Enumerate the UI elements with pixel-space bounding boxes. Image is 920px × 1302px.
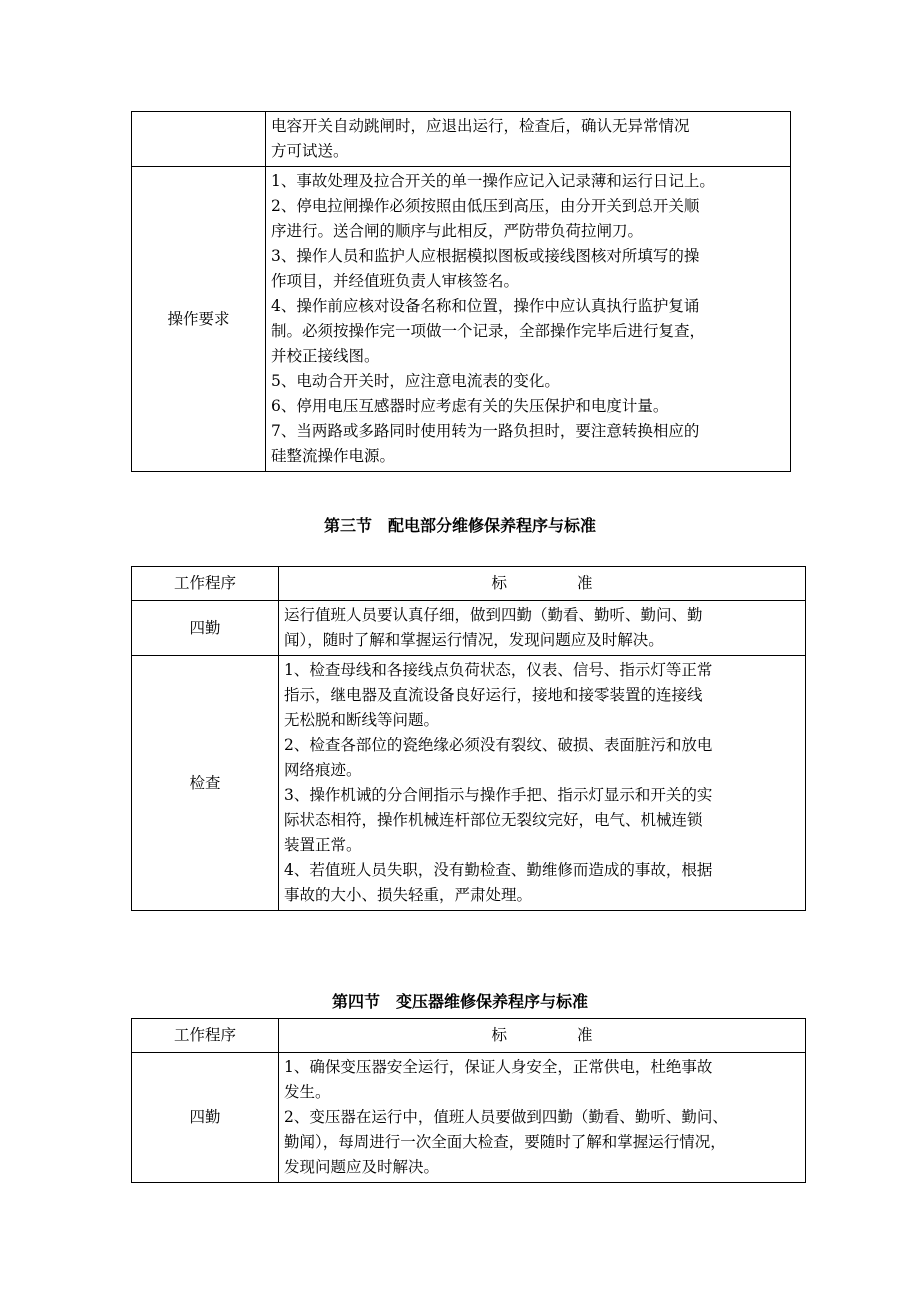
header-char: 标 — [491, 574, 507, 592]
text-line: 并校正接线图。 — [271, 347, 380, 365]
text-line: 1、事故处理及拉合开关的单一操作应记入记录薄和运行日记上。 — [271, 172, 715, 190]
procedure-cell: 检查 — [132, 656, 279, 911]
text-line: 无松脱和断线等问题。 — [284, 711, 440, 729]
column-header-standard — [279, 1019, 806, 1053]
text-line: 3、操作人员和监护人应根据模拟图板或接线图核对所填写的操 — [271, 247, 700, 265]
text-line: 6、停用电压互感器时应考虑有关的失压保护和电度计量。 — [271, 397, 669, 415]
operation-table — [131, 111, 791, 472]
section-title: 第三节 配电部分维修保养程序与标准 — [323, 516, 596, 535]
text-line: 2、停电拉闸操作必须按照由低压到高压，由分开关到总开关顺 — [271, 197, 700, 215]
table-row — [132, 656, 806, 911]
text-line: 闻），随时了解和掌握运行情况，发现问题应及时解决。 — [284, 631, 664, 649]
text-line: 发现问题应及时解决。 — [284, 1158, 440, 1176]
text-line: 发生。 — [284, 1083, 331, 1101]
text-line: 1、确保变压器安全运行，保证人身安全，正常供电，杜绝事故 — [284, 1058, 713, 1076]
text-line: 2、检查各部位的瓷绝缘必须没有裂纹、破损、表面脏污和放电 — [284, 736, 713, 754]
table-row — [132, 112, 791, 167]
table-row — [132, 1053, 806, 1183]
header-char: 准 — [577, 574, 593, 592]
text-line: 7、当两路或多路同时使用转为一路负担时，要注意转换相应的 — [271, 422, 700, 440]
transformer-maintenance-table — [131, 1018, 806, 1183]
text-line: 指示，继电器及直流设备良好运行，接地和接零装置的连接线 — [284, 686, 703, 704]
text-line: 4、若值班人员失职，没有勤检查、勤维修而造成的事故，根据 — [284, 861, 713, 879]
text-line: 序进行。送合闸的顺序与此相反，严防带负荷拉闸刀。 — [271, 222, 644, 240]
column-header-procedure: 工作程序 — [132, 567, 279, 601]
procedure-cell: 四勤 — [132, 601, 279, 656]
procedure-cell: 四勤 — [132, 1053, 279, 1183]
text-line: 网络痕迹。 — [284, 761, 362, 779]
text-line: 4、操作前应核对设备名称和位置，操作中应认真执行监护复诵 — [271, 297, 700, 315]
standard-cell — [266, 167, 791, 472]
text-line: 事故的大小、损失轻重，严肃处理。 — [284, 886, 533, 904]
standard-cell — [279, 1053, 806, 1183]
text-line: 勤闻），每周进行一次全面大检查，要随时了解和掌握运行情况， — [284, 1133, 726, 1151]
column-header-procedure: 工作程序 — [132, 1019, 279, 1053]
text-line: 作项目，并经值班负责人审核签名。 — [271, 272, 520, 290]
procedure-cell — [132, 112, 266, 167]
header-char: 准 — [577, 1026, 593, 1044]
text-line: 制。必须按操作完一项做一个记录，全部操作完毕后进行复查， — [271, 322, 706, 340]
text-line: 装置正常。 — [284, 836, 362, 854]
header-char: 标 — [491, 1026, 507, 1044]
text-line: 1、检查母线和各接线点负荷状态，仪表、信号、指示灯等正常 — [284, 661, 713, 679]
text-line: 5、电动合开关时，应注意电流表的变化。 — [271, 372, 560, 390]
text-line: 电容开关自动跳闸时，应退出运行，检查后，确认无异常情况 — [271, 117, 690, 135]
section-title: 第四节 变压器维修保养程序与标准 — [331, 992, 588, 1011]
procedure-cell: 操作要求 — [132, 167, 266, 472]
standard-cell — [279, 656, 806, 911]
text-line: 2、变压器在运行中，值班人员要做到四勤（勤看、勤听、勤问、 — [284, 1108, 728, 1126]
column-header-standard — [279, 567, 806, 601]
text-line: 际状态相符，操作机械连杆部位无裂纹完好，电气、机械连锁 — [284, 811, 703, 829]
text-line: 方可试送。 — [271, 142, 349, 160]
table-row — [132, 167, 791, 472]
standard-cell — [266, 112, 791, 167]
table-header-row — [132, 1019, 806, 1053]
text-line: 3、操作机诫的分合闸指示与操作手把、指示灯显示和开关的实 — [284, 786, 713, 804]
text-line: 运行值班人员要认真仔细，做到四勤（勤看、勤听、勤问、勤 — [284, 606, 703, 624]
table-header-row — [132, 567, 806, 601]
distribution-maintenance-table — [131, 566, 806, 911]
table-row — [132, 601, 806, 656]
text-line: 硅整流操作电源。 — [271, 447, 396, 465]
standard-cell — [279, 601, 806, 656]
